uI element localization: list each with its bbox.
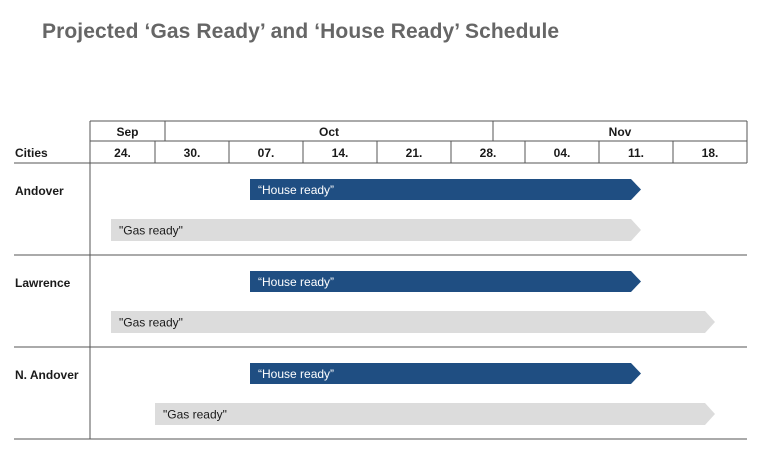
week-label: 07. bbox=[257, 146, 275, 160]
week-label: 24. bbox=[114, 146, 131, 160]
week-label: 14. bbox=[331, 146, 349, 160]
week-label: 11. bbox=[627, 146, 645, 160]
gas-ready-bar bbox=[111, 311, 715, 333]
month-label-oct: Oct bbox=[318, 125, 340, 139]
week-label: 28. bbox=[479, 146, 497, 160]
week-label: 18. bbox=[701, 146, 719, 160]
gas-ready-bar-label: "Gas ready" bbox=[119, 315, 183, 330]
house-ready-bar-label: “House ready” bbox=[258, 275, 335, 289]
gas-ready-bar bbox=[111, 219, 641, 241]
row-header-cities: Cities bbox=[15, 146, 48, 160]
city-label: Lawrence bbox=[15, 276, 71, 290]
week-label: 21. bbox=[405, 146, 423, 160]
house-ready-bar-label: “House ready” bbox=[258, 367, 335, 381]
gas-ready-bar-label: "Gas ready" bbox=[163, 407, 227, 422]
month-label-nov: Nov bbox=[608, 125, 632, 139]
week-label: 30. bbox=[183, 146, 201, 160]
city-label: N. Andover bbox=[15, 368, 79, 382]
city-label: Andover bbox=[15, 184, 64, 198]
house-ready-bar-label: “House ready” bbox=[258, 183, 335, 197]
gas-ready-bar bbox=[155, 403, 715, 425]
chart-title: Projected ‘Gas Ready’ and ‘House Ready’ Schedule bbox=[42, 20, 560, 43]
week-label: 04. bbox=[553, 146, 571, 160]
month-label-sep: Sep bbox=[116, 125, 139, 139]
gas-ready-bar-label: "Gas ready" bbox=[119, 223, 183, 238]
